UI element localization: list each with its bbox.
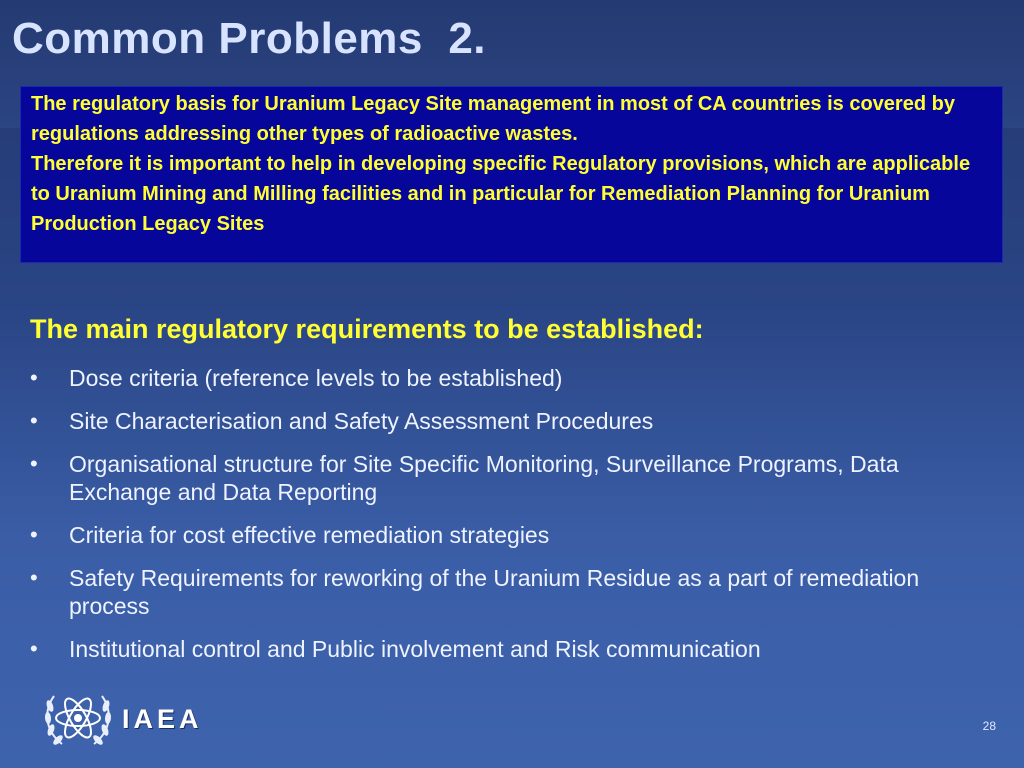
callout-box xyxy=(20,86,1003,263)
list-item-text: Criteria for cost effective remediation strategies xyxy=(69,522,550,548)
logo-text: IAEA xyxy=(122,704,203,734)
bullet-icon: • xyxy=(30,451,38,476)
list-item xyxy=(30,364,990,392)
bullet-icon: • xyxy=(30,565,38,590)
list-item-text: Dose criteria (reference levels to be established) xyxy=(69,365,563,391)
requirements-list xyxy=(30,364,990,678)
list-item xyxy=(30,564,990,620)
list-item xyxy=(30,521,990,549)
bullet-icon: • xyxy=(30,522,38,547)
bullet-icon: • xyxy=(30,408,38,433)
list-item-text: Safety Requirements for reworking of the Uranium Residue as a part of remediation process xyxy=(69,565,920,619)
callout-paragraph-2: Therefore it is important to help in developing specific Regulatory provisions, which are applicable to Uranium Mining and Milling facilities and in particular for Remediation Planning for Uranium Production Legacy Sites xyxy=(31,153,971,235)
list-item xyxy=(30,450,990,506)
bullet-icon: • xyxy=(30,365,38,390)
list-item-text: Organisational structure for Site Specific Monitoring, Surveillance Programs, Data Exchange and Data Reporting xyxy=(69,451,899,505)
iaea-emblem-icon xyxy=(40,684,116,754)
slide-title: Common Problems 2. xyxy=(12,14,487,63)
section-heading: The main regulatory requirements to be established: xyxy=(30,314,704,344)
page-number: 28 xyxy=(982,719,996,733)
list-item xyxy=(30,407,990,435)
iaea-logo xyxy=(40,684,250,754)
callout-paragraph-1: The regulatory basis for Uranium Legacy Site management in most of CA countries is covered by regulations addressing other types of radioactive wastes. xyxy=(31,93,955,145)
list-item-text: Institutional control and Public involvement and Risk communication xyxy=(69,636,761,662)
list-item xyxy=(30,635,990,663)
list-item-text: Site Characterisation and Safety Assessment Procedures xyxy=(69,408,654,434)
bullet-icon: • xyxy=(30,636,38,661)
